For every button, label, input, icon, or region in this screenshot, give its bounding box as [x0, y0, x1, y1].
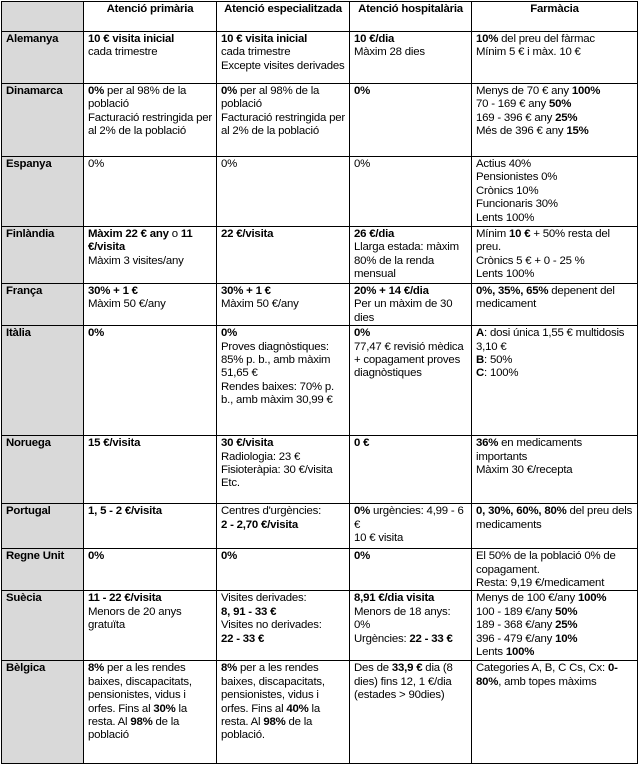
header-pharmacy: Farmàcia	[472, 2, 638, 32]
cell-line	[354, 46, 467, 59]
text: Des de	[354, 662, 392, 675]
cell-line	[354, 298, 467, 325]
bold-text: 0%	[88, 327, 105, 340]
cell-line	[354, 592, 467, 605]
bold-text: 11 - 22 €/visita	[88, 592, 162, 605]
cell-line	[476, 327, 633, 354]
cell-line	[476, 464, 633, 477]
country-cell: Suècia	[2, 591, 84, 661]
text: del preu dels medicaments	[476, 505, 633, 531]
text: Crònics 10%	[476, 184, 539, 197]
hospital-care-cell	[350, 284, 472, 326]
text: Màxim 50 €/any	[221, 298, 299, 311]
cell-line	[88, 592, 212, 605]
cell-line	[221, 505, 345, 518]
text: la resta. Al	[221, 702, 321, 729]
header-hospital-care: Atenció hospitalària	[350, 2, 472, 32]
cell-line	[221, 606, 345, 619]
text: Per un màxim de 30 dies	[354, 298, 453, 324]
bold-text: 8%	[221, 662, 238, 675]
cell-line	[354, 550, 467, 563]
pharmacy-cell	[472, 157, 638, 227]
specialized-care-cell	[217, 549, 350, 591]
hospital-care-cell	[350, 227, 472, 284]
bold-text: 1, 5 - 2 €/visita	[88, 505, 162, 518]
cell-line	[354, 633, 467, 646]
bold-text: 0%	[221, 550, 238, 563]
cell-line	[88, 112, 212, 139]
bold-text: 30%	[153, 702, 176, 715]
hospital-care-cell	[350, 504, 472, 549]
bold-text: 8%	[88, 662, 105, 675]
text: Màxim 3 visites/any	[88, 254, 184, 267]
cell-line	[354, 285, 467, 298]
cell-line	[354, 85, 467, 98]
bold-text: 10 €/dia	[354, 33, 395, 45]
text: Funcionaris 30%	[476, 198, 558, 211]
text: Urgències:	[354, 632, 410, 645]
cell-line	[88, 33, 212, 46]
bold-text: 10 € visita inicial	[221, 33, 308, 45]
bold-text: 0%	[221, 85, 238, 97]
table-row	[2, 504, 638, 549]
hospital-care-cell	[350, 661, 472, 764]
bold-text: 0%	[221, 327, 238, 340]
bold-text: 10%	[555, 632, 578, 645]
bold-text: 33,9 €	[391, 662, 423, 675]
cell-line	[88, 662, 212, 742]
cell-line	[476, 125, 633, 138]
text: Excepte visites derivades	[221, 59, 345, 72]
primary-care-cell	[84, 549, 217, 591]
cell-line	[88, 46, 212, 59]
text: Etc.	[221, 477, 240, 490]
primary-care-cell	[84, 591, 217, 661]
text: Llarga estada: màxim 80% de la renda mensual	[354, 241, 459, 281]
bold-text: 15 €/visita	[88, 437, 141, 450]
cell-line	[476, 212, 633, 225]
text: 189 - 368 €/any	[476, 619, 556, 632]
bold-text: 30% + 1 €	[88, 285, 138, 297]
cell-line	[476, 606, 633, 619]
bold-text: 100%	[577, 592, 607, 605]
table-row	[2, 157, 638, 227]
table-row	[2, 32, 638, 84]
pharmacy-cell	[472, 661, 638, 764]
cell-line	[476, 255, 633, 268]
pharmacy-cell	[472, 326, 638, 436]
bold-text: A	[476, 327, 485, 340]
table-row	[2, 84, 638, 157]
text: 100 - 189 €/any	[476, 605, 556, 618]
text: Categories A, B, C Cs, Cx:	[476, 662, 608, 675]
cell-line	[354, 532, 467, 545]
text: dia (8 dies) fins 12, 1 €/dia (estades > 90dies)	[354, 662, 453, 702]
cell-line	[221, 60, 345, 73]
bold-text: 22 €/visita	[221, 228, 274, 240]
cell-line	[476, 592, 633, 605]
text: en medicaments importants	[476, 437, 582, 463]
country-cell: Dinamarca	[2, 84, 84, 157]
cell-line	[354, 228, 467, 241]
specialized-care-cell	[217, 591, 350, 661]
table-body	[2, 32, 638, 764]
cell-line	[221, 327, 345, 340]
text: Mínim 5 € i màx. 10 €	[476, 46, 581, 59]
cell-line	[221, 519, 345, 532]
bold-text: B	[476, 354, 485, 367]
primary-care-cell	[84, 284, 217, 326]
bold-text: 10 €	[508, 228, 531, 240]
header-primary-care: Atenció primària	[84, 2, 217, 32]
cell-line	[354, 606, 467, 633]
copayment-comparison-table	[1, 1, 638, 764]
text: 0%	[88, 158, 105, 170]
cell-line	[354, 158, 467, 171]
bold-text: 25%	[555, 111, 578, 124]
country-cell: Itàlia	[2, 326, 84, 436]
cell-line	[221, 112, 345, 139]
cell-line	[88, 85, 212, 112]
cell-line	[476, 46, 633, 59]
text: de la població	[88, 716, 180, 742]
text: Visites derivades:	[221, 592, 307, 605]
bold-text: 26 €/dia	[354, 228, 395, 240]
bold-text: 0%	[88, 550, 105, 563]
text: Més de 396 € any	[476, 125, 567, 138]
text: 10 € visita	[354, 532, 404, 545]
header-row	[2, 2, 638, 32]
text: Centres d'urgències:	[221, 505, 322, 518]
primary-care-cell	[84, 326, 217, 436]
bold-text: 0%	[354, 550, 371, 563]
text: Fisioteràpia: 30 €/visita	[221, 464, 333, 477]
pharmacy-cell	[472, 504, 638, 549]
text: Visites no derivades:	[221, 619, 322, 632]
cell-line	[476, 198, 633, 211]
bold-text: 25%	[555, 619, 578, 632]
cell-line	[476, 505, 633, 532]
bold-text: 0, 30%, 60%, 80%	[476, 505, 567, 518]
cell-line	[221, 46, 345, 59]
text: 0%	[354, 158, 371, 170]
country-cell: Noruega	[2, 436, 84, 504]
hospital-care-cell	[350, 157, 472, 227]
bold-text: 36%	[476, 437, 499, 450]
text: per a les rendes baixes, discapacitats, pensionistes, vidus i orfes. Fins al	[221, 662, 325, 715]
text: 70 - 169 € any	[476, 98, 549, 111]
primary-care-cell	[84, 32, 217, 84]
cell-line	[221, 477, 345, 490]
text: Menys de 100 €/any	[476, 592, 578, 605]
bold-text: 22 - 33 €	[221, 632, 265, 645]
hospital-care-cell	[350, 32, 472, 84]
cell-line	[88, 550, 212, 563]
bold-text: 98%	[263, 716, 286, 729]
bold-text: 40%	[286, 702, 309, 715]
cell-line	[88, 437, 212, 450]
text: per al 98% de la població	[88, 85, 187, 111]
specialized-care-cell	[217, 84, 350, 157]
specialized-care-cell	[217, 227, 350, 284]
primary-care-cell	[84, 504, 217, 549]
cell-line	[476, 98, 633, 111]
text: Facturació restringida per al 2% de la població	[221, 111, 345, 138]
bold-text: 50%	[549, 98, 572, 111]
table-row	[2, 661, 638, 764]
cell-line	[88, 285, 212, 298]
cell-line	[476, 550, 633, 577]
specialized-care-cell	[217, 436, 350, 504]
text: Menys de 70 € any	[476, 85, 572, 97]
cell-line	[354, 437, 467, 450]
table-row	[2, 436, 638, 504]
text: Màxim 30 €/recepta	[476, 464, 573, 477]
country-cell: França	[2, 284, 84, 326]
cell-line	[88, 298, 212, 311]
table-row	[2, 227, 638, 284]
cell-line	[221, 451, 345, 464]
cell-line	[88, 606, 212, 633]
specialized-care-cell	[217, 326, 350, 436]
text: : dosi única 1,55 € multidosis 3,10 €	[476, 327, 625, 353]
cell-line	[221, 662, 345, 742]
cell-line	[476, 646, 633, 659]
specialized-care-cell	[217, 157, 350, 227]
text: Crònics 5 € + 0 - 25 %	[476, 254, 585, 267]
pharmacy-cell	[472, 591, 638, 661]
cell-line	[354, 327, 467, 340]
pharmacy-cell	[472, 284, 638, 326]
bold-text: 100%	[571, 85, 601, 97]
specialized-care-cell	[217, 32, 350, 84]
bold-text: 20% + 14 €/dia	[354, 285, 429, 297]
primary-care-cell	[84, 157, 217, 227]
cell-line	[221, 464, 345, 477]
primary-care-cell	[84, 227, 217, 284]
bold-text: 8,91 €/dia visita	[354, 592, 435, 605]
text: Actius 40%	[476, 158, 531, 170]
cell-line	[221, 228, 345, 241]
cell-line	[88, 158, 212, 171]
country-cell: Alemanya	[2, 32, 84, 84]
country-cell: Finlàndia	[2, 227, 84, 284]
bold-text: 100%	[505, 646, 535, 659]
cell-line	[476, 437, 633, 464]
pharmacy-cell	[472, 84, 638, 157]
bold-text: 11 €/visita	[88, 228, 193, 254]
cell-line	[88, 327, 212, 340]
cell-line	[221, 437, 345, 450]
bold-text: 22 - 33 €	[409, 632, 453, 645]
text: : 100%	[484, 367, 519, 380]
text: Pensionistes 0%	[476, 171, 558, 184]
cell-line	[354, 33, 467, 46]
text: per a les rendes baixes, discapacitats, pensionistes, vidus i orfes. Fins al	[88, 662, 192, 715]
cell-line	[476, 268, 633, 281]
pharmacy-cell	[472, 32, 638, 84]
cell-line	[221, 285, 345, 298]
cell-line	[221, 633, 345, 646]
country-cell: Portugal	[2, 504, 84, 549]
pharmacy-cell	[472, 436, 638, 504]
text: 169 - 396 € any	[476, 111, 556, 124]
text: del preu del fàrmac	[498, 33, 595, 45]
text: Facturació restringida per al 2% de la població	[88, 111, 212, 138]
header-corner	[2, 2, 84, 32]
cell-line	[88, 255, 212, 268]
primary-care-cell	[84, 661, 217, 764]
bold-text: 98%	[130, 716, 153, 729]
bold-text: 10%	[476, 33, 499, 45]
table-row	[2, 326, 638, 436]
cell-line	[476, 619, 633, 632]
cell-line	[476, 367, 633, 380]
cell-line	[221, 592, 345, 605]
cell-line	[88, 505, 212, 518]
cell-line	[476, 112, 633, 125]
cell-line	[476, 158, 633, 171]
bold-text: 50%	[555, 605, 578, 618]
text: Mínim	[476, 228, 509, 240]
cell-line	[221, 550, 345, 563]
cell-line	[476, 285, 633, 312]
specialized-care-cell	[217, 661, 350, 764]
pharmacy-cell	[472, 549, 638, 591]
text: de la població.	[221, 716, 313, 742]
pharmacy-cell	[472, 227, 638, 284]
table-row	[2, 284, 638, 326]
text: Màxim 28 dies	[354, 46, 425, 59]
cell-line	[354, 341, 467, 381]
bold-text: 30% + 1 €	[221, 285, 271, 297]
primary-care-cell	[84, 84, 217, 157]
cell-line	[221, 33, 345, 46]
bold-text: 0%	[354, 85, 371, 97]
bold-text: 10 € visita inicial	[88, 33, 175, 45]
cell-line	[221, 158, 345, 171]
text: Resta: 9,19 €/medicament	[476, 577, 605, 590]
cell-line	[88, 228, 212, 255]
text: o	[168, 228, 181, 240]
cell-line	[476, 185, 633, 198]
bold-text: C	[476, 367, 485, 380]
text: + 50% resta del preu.	[476, 228, 610, 254]
table-row	[2, 549, 638, 591]
cell-line	[354, 662, 467, 702]
cell-line	[221, 381, 345, 408]
hospital-care-cell	[350, 591, 472, 661]
cell-line	[476, 633, 633, 646]
bold-text: 0-80%	[476, 662, 618, 688]
specialized-care-cell	[217, 284, 350, 326]
cell-line	[476, 662, 633, 689]
table-row	[2, 591, 638, 661]
text: Lents	[476, 646, 506, 659]
cell-line	[354, 241, 467, 281]
hospital-care-cell	[350, 326, 472, 436]
text: per al 98% de la població	[221, 85, 320, 111]
bold-text: 0%	[354, 505, 371, 518]
text: , amb topes màxims	[498, 675, 597, 688]
text: la resta. Al	[88, 702, 188, 729]
bold-text: 8, 91 - 33 €	[221, 605, 277, 618]
text: 0%	[221, 158, 238, 170]
hospital-care-cell	[350, 84, 472, 157]
text: Lents 100%	[476, 268, 535, 281]
hospital-care-cell	[350, 436, 472, 504]
bold-text: 30 €/visita	[221, 437, 274, 450]
text: Proves diagnòstiques: 85% p. b., amb màxim 51,65 €	[221, 340, 331, 380]
hospital-care-cell	[350, 549, 472, 591]
cell-line	[221, 85, 345, 112]
header-specialized-care: Atenció especialitzada	[217, 2, 350, 32]
cell-line	[476, 228, 633, 255]
cell-line	[476, 354, 633, 367]
text: Menors de 18 anys: 0%	[354, 605, 451, 632]
text: 77,47 € revisió mèdica + copagament proves diagnòstiques	[354, 340, 464, 380]
bold-text: 0%	[88, 85, 105, 97]
bold-text: 0%	[354, 327, 371, 340]
country-cell: Espanya	[2, 157, 84, 227]
cell-line	[221, 341, 345, 381]
cell-line	[476, 171, 633, 184]
bold-text: 0%, 35%, 65%	[476, 285, 549, 297]
text: cada trimestre	[221, 46, 291, 59]
text: El 50% de la població 0% de copagament.	[476, 550, 616, 576]
text: depenent del medicament	[476, 285, 615, 311]
cell-line	[476, 577, 633, 590]
bold-text: 15%	[566, 125, 589, 138]
text: Màxim 50 €/any	[88, 298, 166, 311]
text: Menors de 20 anys gratuïta	[88, 605, 182, 632]
cell-line	[476, 85, 633, 98]
primary-care-cell	[84, 436, 217, 504]
text: Radiologia: 23 €	[221, 450, 301, 463]
text: Rendes baixes: 70% p. b., amb màxim 30,99 €	[221, 380, 334, 407]
text: 396 - 479 €/any	[476, 632, 556, 645]
text: cada trimestre	[88, 46, 158, 59]
cell-line	[221, 298, 345, 311]
bold-text: Màxim 22 € any	[88, 228, 169, 240]
text: : 50%	[484, 354, 513, 367]
country-cell: Bèlgica	[2, 661, 84, 764]
country-cell: Regne Unit	[2, 549, 84, 591]
text: urgències: 4,99 - 6 €	[354, 505, 464, 531]
cell-line	[476, 33, 633, 46]
specialized-care-cell	[217, 504, 350, 549]
bold-text: 2 - 2,70 €/visita	[221, 518, 299, 531]
bold-text: 0 €	[354, 437, 370, 450]
cell-line	[221, 619, 345, 632]
text: Lents 100%	[476, 211, 535, 224]
cell-line	[354, 505, 467, 532]
